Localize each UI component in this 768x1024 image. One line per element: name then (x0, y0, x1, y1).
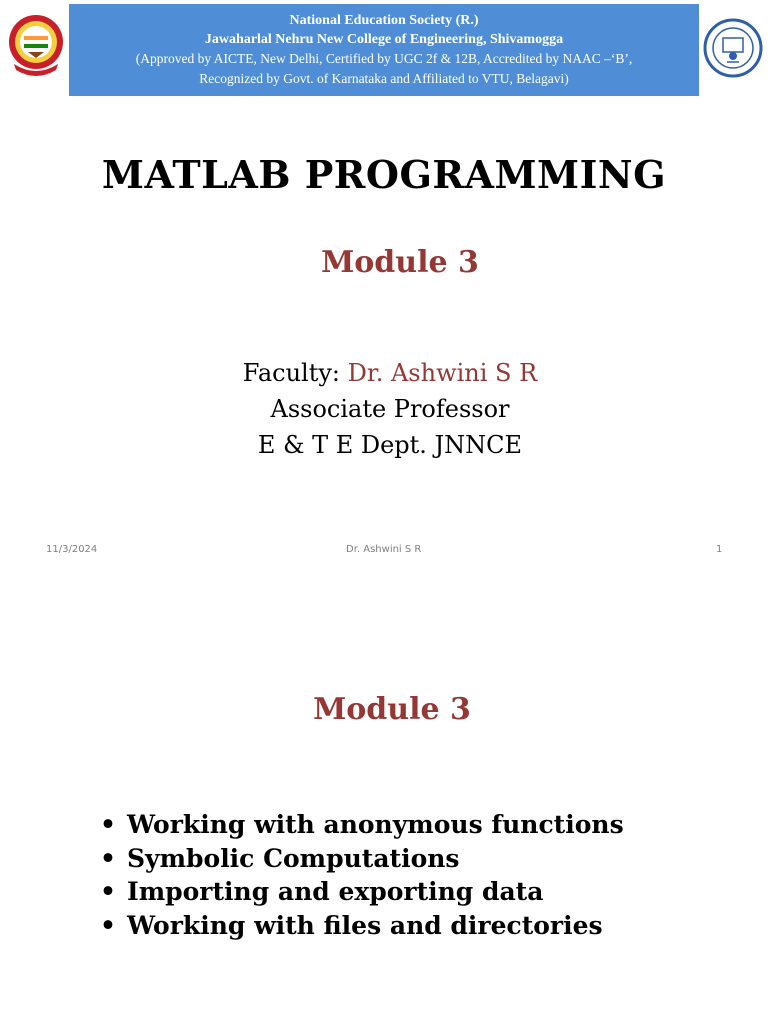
module-heading: Module 3 (321, 245, 479, 280)
bullet-icon: • (100, 910, 116, 940)
presentation-title: MATLAB PROGRAMMING (101, 152, 667, 197)
bullet-icon: • (100, 843, 116, 873)
jnnce-college-seal-logo (703, 12, 763, 84)
footer-date: 11/3/2024 (46, 544, 98, 555)
footer-author: Dr. Ashwini S R (346, 544, 422, 555)
society-name: National Education Society (R.) (289, 13, 479, 28)
faculty-designation: Associate Professor (270, 395, 510, 423)
list-item: • Symbolic Computations (100, 842, 624, 876)
footer-page-number: 1 (716, 544, 723, 555)
affiliation-line: Recognized by Govt. of Karnataka and Affiliated to VTU, Belagavi) (199, 71, 569, 86)
national-education-society-logo (6, 12, 66, 80)
list-item: • Working with anonymous functions (100, 808, 624, 842)
faculty-name: Dr. Ashwini S R (347, 359, 538, 387)
list-item: • Importing and exporting data (100, 875, 624, 909)
faculty-label: Faculty: (242, 359, 348, 387)
faculty-line (0, 355, 768, 391)
bullet-icon: • (100, 877, 116, 906)
faculty-department: E & T E Dept. JNNCE (257, 431, 523, 459)
list-item: • Working with files and directories (100, 909, 624, 943)
module-heading-slide2: Module 3 (313, 692, 471, 727)
bullet-icon: • (100, 810, 116, 839)
college-header-banner (69, 4, 699, 96)
college-name: Jawaharlal Nehru New College of Engineering, Shivamogga (204, 32, 564, 47)
approval-line: (Approved by AICTE, New Delhi, Certified by UGC 2f & 12B, Accredited by NAAC –‘B’, (135, 51, 633, 66)
faculty-block (0, 355, 768, 463)
topic-list (100, 808, 624, 942)
